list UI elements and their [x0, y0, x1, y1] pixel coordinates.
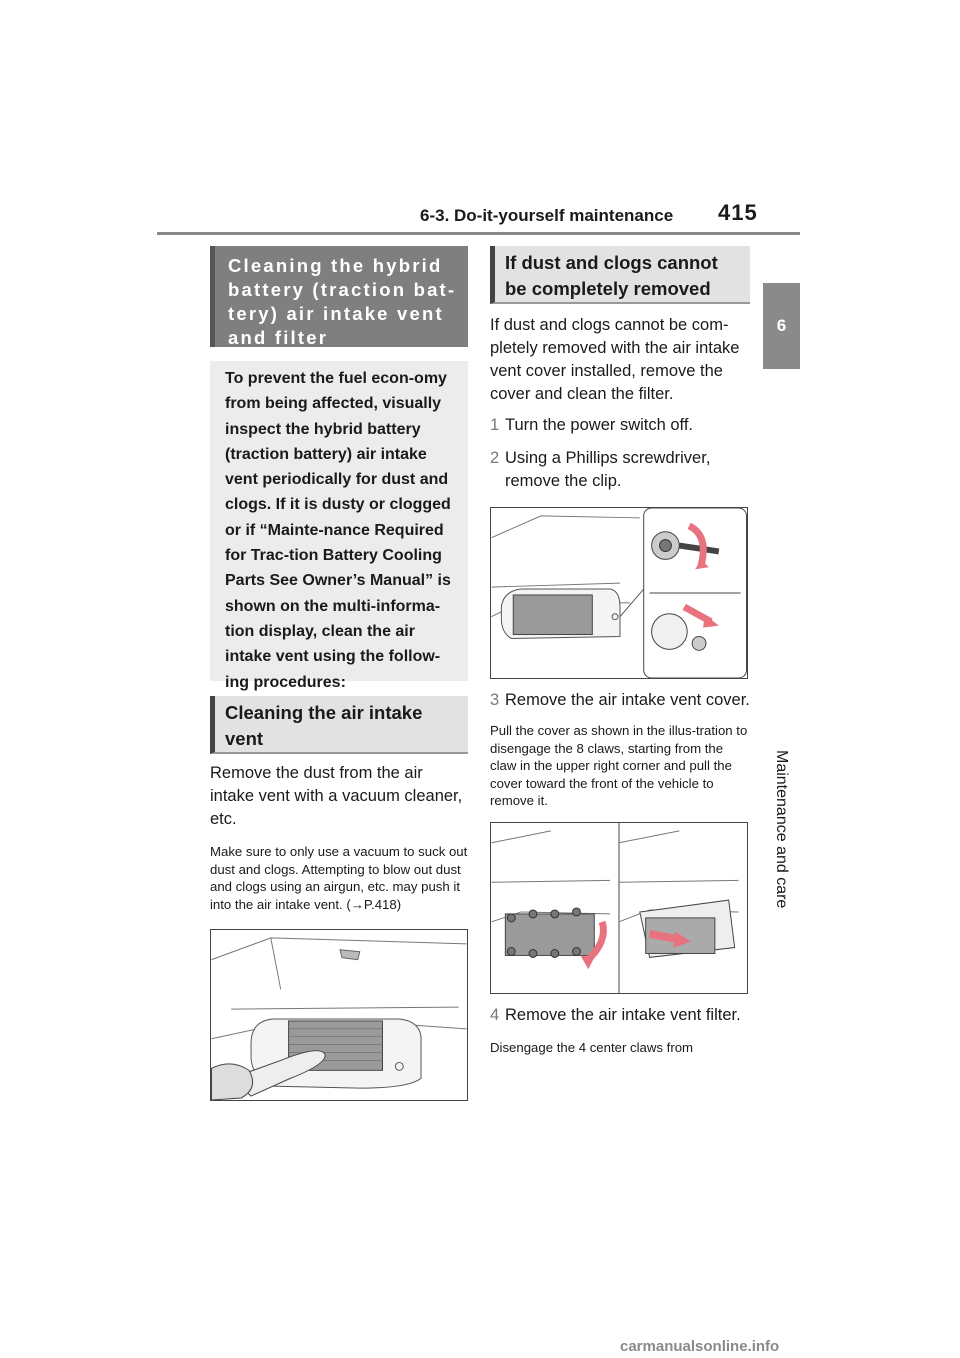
subheading-cleaning-vent: Cleaning the air intake vent [210, 696, 468, 754]
step-number: 4 [490, 1005, 500, 1024]
cover-illustration [490, 822, 748, 994]
step-text: Using a Phillips screwdriver, remove the clip. [505, 449, 711, 490]
page-number: 415 [718, 200, 758, 225]
vacuum-drawing [211, 930, 467, 1100]
subheading-cannot-remove: If dust and clogs cannot be completely removed [490, 246, 750, 304]
step-4 [490, 1004, 750, 1027]
clip-illustration [490, 507, 748, 679]
vacuum-illustration [210, 929, 468, 1101]
body-remove-dust: Remove the dust from the air intake vent with a vacuum cleaner, etc. [210, 764, 463, 828]
step-1 [490, 414, 750, 437]
section-title: 6-3. Do-it-yourself maintenance [420, 206, 674, 225]
cover-drawing [491, 823, 747, 993]
chapter-tab: 6 [763, 283, 800, 369]
step-number: 2 [490, 449, 500, 467]
section-heading: Cleaning the hybrid battery (traction bat-tery) air intake vent and filter [210, 246, 468, 347]
step-text: Remove the air intake vent cover. [505, 691, 750, 709]
chapter-label: Maintenance and care [773, 750, 790, 909]
step-number: 3 [490, 691, 500, 709]
watermark: carmanualsonline.info [620, 1338, 780, 1355]
vacuum-note: Make sure to only use a vacuum to suck out dust and clogs. Attempting to blow out dust and clogs using an airgun, etc. may push it into the air intake vent. (→P.418) [210, 844, 468, 912]
step-text: Remove the air intake vent filter. [505, 1005, 741, 1024]
step-3 [490, 689, 750, 712]
cover-note: Pull the cover as shown in the illus-tration to disengage the 8 claws, starting from the claw in the upper right corner and pull the cover toward the front of the vehicle to remove it. [490, 723, 748, 808]
step-2 [490, 447, 750, 493]
header-rule [157, 232, 800, 235]
intro-box: To prevent the fuel econ-omy from being affected, visually inspect the hybrid battery (traction battery) air intake vent periodically for dust and clogs. If it is dusty or clogged or if “Mainte-nance Required for Trac-tion Battery Cooling Parts See Owner’s Manual” is shown on the multi-informa-tion display, clean the air intake vent using the follow-ing procedures: [210, 361, 468, 681]
filter-note: Disengage the 4 center claws from [490, 1039, 694, 1055]
clip-drawing [491, 508, 747, 678]
left-column [210, 246, 468, 1101]
body-cannot-remove: If dust and clogs cannot be com-pletely removed with the air intake vent cover installed, remove the cover and clean the filter. [490, 316, 740, 403]
step-text: Turn the power switch off. [505, 416, 694, 434]
step-number: 1 [490, 416, 500, 434]
right-column [490, 246, 750, 1056]
